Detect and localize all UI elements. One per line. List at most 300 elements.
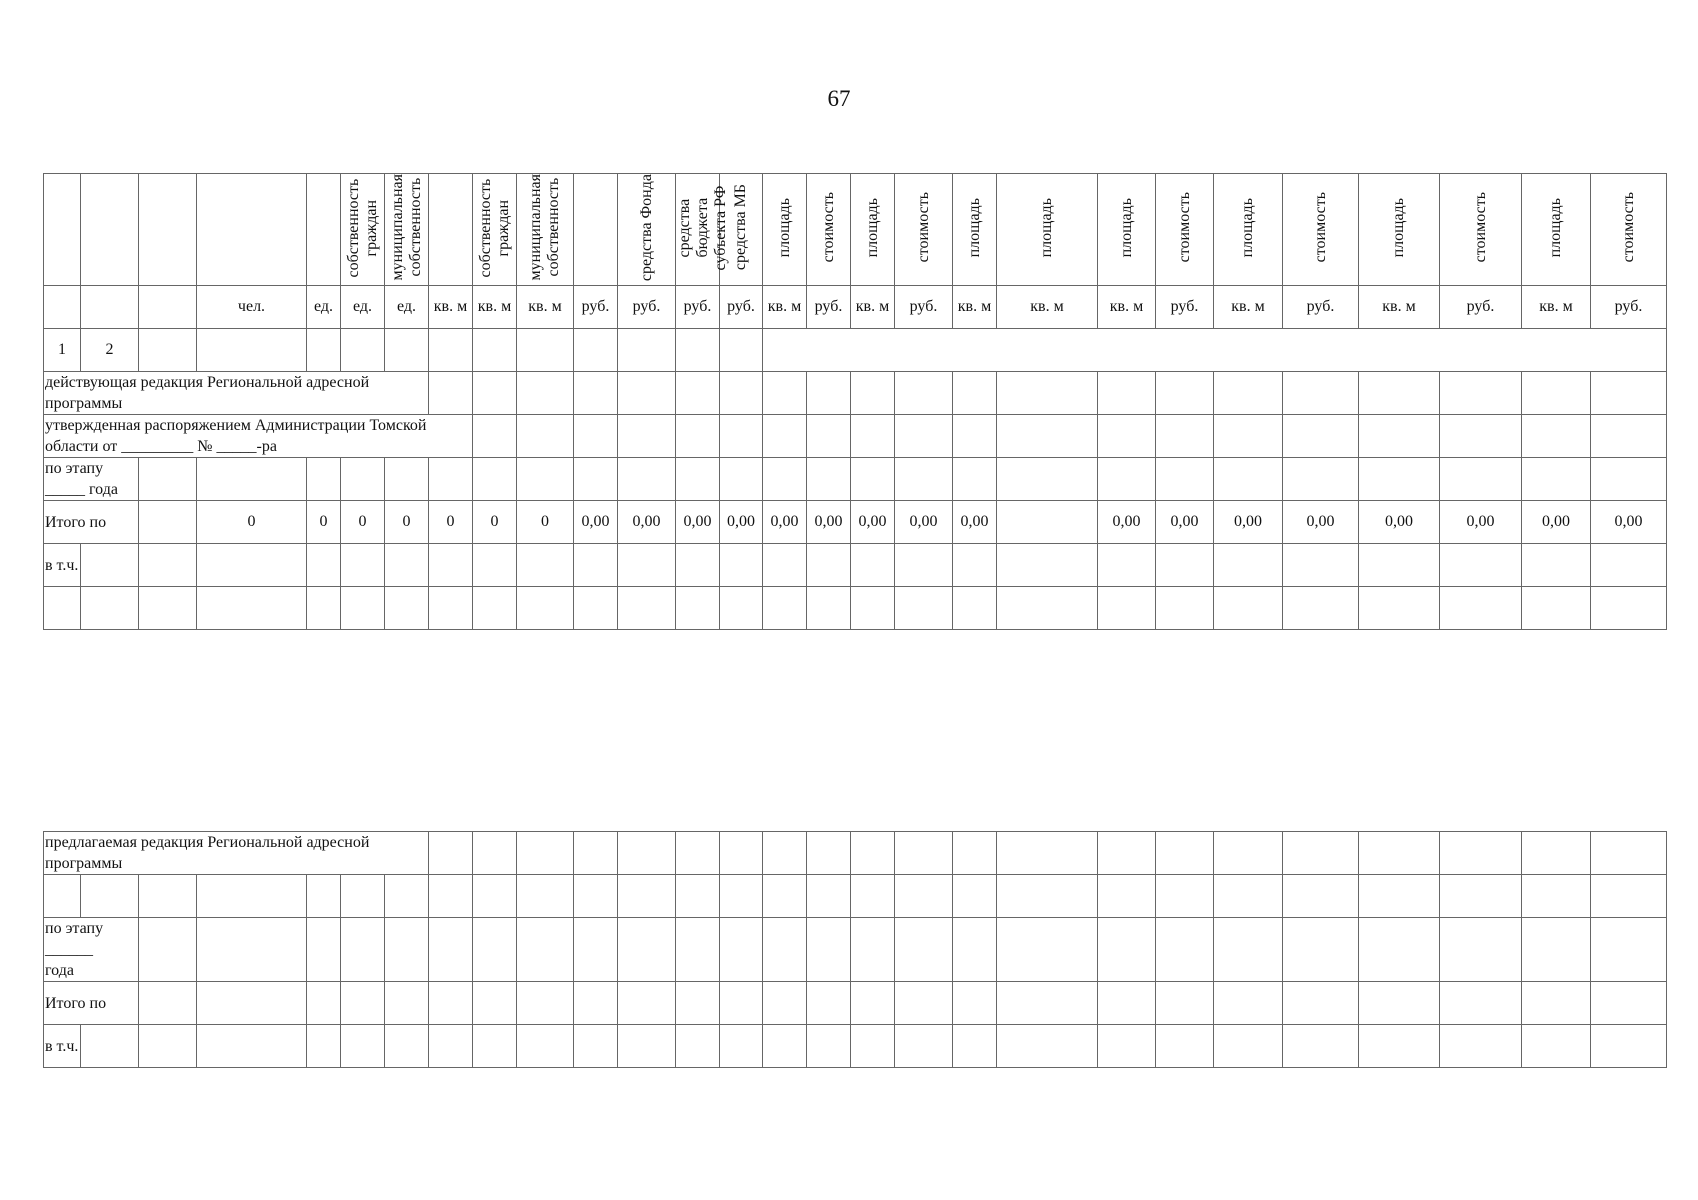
table-cell [1522, 544, 1591, 587]
table-cell [1440, 875, 1522, 918]
table-cell [1359, 415, 1440, 458]
table-cell [676, 372, 720, 415]
table-cell [997, 544, 1098, 587]
total-value: 0 [429, 501, 473, 544]
total-value: 0,00 [1214, 501, 1283, 544]
table-cell [763, 587, 807, 630]
table-cell [1440, 918, 1522, 982]
table-cell [997, 372, 1098, 415]
table-cell [1440, 372, 1522, 415]
table-cell [307, 875, 341, 918]
table-cell [1522, 918, 1591, 982]
total-value: 0,00 [895, 501, 953, 544]
table-cell [473, 875, 517, 918]
unit-cell: руб. [1440, 286, 1522, 329]
table-cell [1359, 918, 1440, 982]
table-cell [807, 1025, 851, 1068]
table-cell [763, 918, 807, 982]
table-cell [517, 544, 574, 587]
table-cell [517, 329, 574, 372]
table-cell [895, 372, 953, 415]
program-table-proposed [43, 831, 1667, 1068]
table-cell [429, 587, 473, 630]
total-value: 0,00 [1283, 501, 1359, 544]
table-cell [997, 1025, 1098, 1068]
merged-cell [763, 329, 1667, 372]
total-value: 0,00 [807, 501, 851, 544]
table-cell [1591, 832, 1667, 875]
table-cell [517, 458, 574, 501]
total-value: 0,00 [1440, 501, 1522, 544]
table-cell [1440, 982, 1522, 1025]
column-header [997, 174, 1098, 286]
unit-cell: кв. м [1359, 286, 1440, 329]
table-cell [720, 918, 763, 982]
table-cell [895, 875, 953, 918]
table-cell [895, 587, 953, 630]
table-cell [1359, 875, 1440, 918]
table-cell [81, 587, 139, 630]
table-cell [720, 875, 763, 918]
table-cell [851, 544, 895, 587]
table-cell [385, 329, 429, 372]
table-cell [1156, 372, 1214, 415]
table-cell [851, 875, 895, 918]
total-value: 0 [473, 501, 517, 544]
table-cell [807, 458, 851, 501]
table-cell [429, 1025, 473, 1068]
table-cell [953, 372, 997, 415]
table-cell [676, 1025, 720, 1068]
table-cell [81, 1025, 139, 1068]
table-cell [307, 329, 341, 372]
column-header-text: площадь [1239, 197, 1256, 257]
table-cell [429, 544, 473, 587]
table-cell [1098, 458, 1156, 501]
including-row [44, 544, 1667, 587]
table-cell [851, 982, 895, 1025]
table-cell [574, 1025, 618, 1068]
table-cell [1522, 372, 1591, 415]
column-header-text: собственность граждан [344, 177, 380, 277]
table-cell [517, 587, 574, 630]
column-number: 1 [44, 329, 81, 372]
column-header-text: площадь [863, 197, 881, 257]
table-cell [1214, 372, 1283, 415]
table-cell [997, 918, 1098, 982]
table-cell [807, 918, 851, 982]
column-header-text: собственность граждан [476, 177, 512, 277]
table-cell [720, 1025, 763, 1068]
numbering-row [44, 329, 1667, 372]
table-cell [720, 458, 763, 501]
total-value: 0,00 [763, 501, 807, 544]
table-cell [1156, 458, 1214, 501]
table-cell [473, 918, 517, 982]
table-cell [1359, 544, 1440, 587]
table-cell [1359, 1025, 1440, 1068]
including-row [44, 1025, 1667, 1068]
table-cell [997, 832, 1098, 875]
table-cell [720, 372, 763, 415]
column-header [307, 174, 341, 286]
table-cell [1283, 372, 1359, 415]
table-cell [341, 329, 385, 372]
proposed-edition-row [44, 832, 1667, 875]
table-cell [763, 982, 807, 1025]
table-cell [429, 329, 473, 372]
table-cell [385, 458, 429, 501]
column-header [473, 174, 517, 286]
table-cell [953, 458, 997, 501]
current-edition-label: действующая редакция Региональной адресной программы [44, 372, 429, 415]
stage-label-line: ______ [45, 941, 93, 958]
unit-cell [81, 286, 139, 329]
table-cell [1214, 587, 1283, 630]
unit-cell: кв. м [997, 286, 1098, 329]
column-header-text: средства бюджета субъекта РФ [676, 184, 729, 270]
table-cell [1156, 982, 1214, 1025]
table-cell [139, 1025, 197, 1068]
unit-cell: руб. [1283, 286, 1359, 329]
table-cell [953, 587, 997, 630]
table-cell [197, 329, 307, 372]
empty-row [44, 587, 1667, 630]
table-cell [139, 875, 197, 918]
stage-row [44, 918, 1667, 982]
table-cell [473, 982, 517, 1025]
table-cell [473, 832, 517, 875]
column-header-text: муниципальная собственность [388, 174, 424, 281]
unit-cell: кв. м [851, 286, 895, 329]
table-cell [517, 982, 574, 1025]
table-cell [807, 372, 851, 415]
table-cell [618, 1025, 676, 1068]
column-header [1440, 174, 1522, 286]
table-cell [341, 982, 385, 1025]
column-header [1283, 174, 1359, 286]
table-cell [385, 918, 429, 982]
table-cell [473, 372, 517, 415]
table-cell [429, 918, 473, 982]
unit-cell: кв. м [473, 286, 517, 329]
table-cell [1214, 982, 1283, 1025]
table-cell [618, 875, 676, 918]
table-cell [895, 982, 953, 1025]
table-cell [341, 1025, 385, 1068]
total-value: 0 [385, 501, 429, 544]
table-cell [807, 875, 851, 918]
table-cell [851, 918, 895, 982]
table-cell [1098, 587, 1156, 630]
table-cell [763, 544, 807, 587]
column-header-text: площадь [1117, 197, 1135, 257]
table-cell [895, 1025, 953, 1068]
table-cell [997, 982, 1098, 1025]
column-header-text: площадь [965, 197, 983, 257]
table-cell [574, 415, 618, 458]
stage-label: по этапу _____ года [44, 458, 139, 501]
table-cell [197, 587, 307, 630]
table-cell [1359, 458, 1440, 501]
table-cell [473, 458, 517, 501]
table-cell [574, 458, 618, 501]
total-value: 0,00 [1156, 501, 1214, 544]
table-cell [676, 544, 720, 587]
table-cell [618, 372, 676, 415]
table-cell [517, 875, 574, 918]
table-cell [1440, 832, 1522, 875]
table-cell [953, 415, 997, 458]
table-cell [1591, 415, 1667, 458]
table-cell [807, 415, 851, 458]
table-cell [1283, 415, 1359, 458]
including-label: в т.ч. [44, 544, 81, 587]
table-cell [676, 982, 720, 1025]
table-cell [763, 875, 807, 918]
table-cell [851, 832, 895, 875]
table-cell [517, 1025, 574, 1068]
total-row [44, 982, 1667, 1025]
table-cell [1440, 458, 1522, 501]
table-cell [307, 458, 341, 501]
table-cell [1214, 832, 1283, 875]
table-cell [1522, 1025, 1591, 1068]
column-header-text: стоимость [1619, 192, 1637, 263]
table-cell [1283, 1025, 1359, 1068]
table-cell [1156, 544, 1214, 587]
column-header [385, 174, 429, 286]
table-cell [895, 458, 953, 501]
column-header [676, 174, 729, 286]
table-cell [139, 544, 197, 587]
column-header-text: площадь [1038, 197, 1055, 257]
table-cell [1522, 415, 1591, 458]
table-cell [997, 458, 1098, 501]
table-cell [1214, 544, 1283, 587]
table-cell [429, 875, 473, 918]
table-cell [1440, 415, 1522, 458]
table-cell [385, 544, 429, 587]
table-cell [720, 982, 763, 1025]
table-cell [763, 372, 807, 415]
unit-cell: руб. [895, 286, 953, 329]
table-cell [385, 982, 429, 1025]
table-cell [763, 415, 807, 458]
table-cell [676, 918, 720, 982]
unit-cell: кв. м [1098, 286, 1156, 329]
table-cell [807, 832, 851, 875]
table-cell [720, 415, 763, 458]
total-value: 0,00 [676, 501, 720, 544]
table-cell [44, 587, 81, 630]
table-cell [307, 544, 341, 587]
table-cell [1283, 982, 1359, 1025]
table-cell [1098, 544, 1156, 587]
page-number: 67 [827, 86, 851, 111]
column-header [895, 174, 953, 286]
column-header [1098, 174, 1156, 286]
table-cell [307, 1025, 341, 1068]
table-cell [807, 982, 851, 1025]
table-cell [197, 918, 307, 982]
column-header-text: площадь [775, 197, 793, 257]
approved-label: утвержденная распоряжением Администрации Томской области от _________ № _____-ра [44, 415, 473, 458]
table-cell [197, 544, 307, 587]
table-cell [1283, 587, 1359, 630]
column-header-text: стоимость [819, 192, 837, 263]
table-cell [473, 1025, 517, 1068]
table-cell [953, 982, 997, 1025]
table-cell [807, 544, 851, 587]
table-cell [953, 832, 997, 875]
table-cell [1359, 832, 1440, 875]
table-cell [574, 918, 618, 982]
table-cell [1098, 918, 1156, 982]
table-cell [851, 372, 895, 415]
table-cell [851, 1025, 895, 1068]
table-cell [618, 544, 676, 587]
total-label: Итого по [44, 501, 139, 544]
table-cell [1359, 587, 1440, 630]
column-header [139, 174, 197, 286]
table-cell [1591, 372, 1667, 415]
unit-cell: руб. [618, 286, 676, 329]
table-cell [574, 372, 618, 415]
column-header [429, 174, 473, 286]
empty-row [44, 875, 1667, 918]
table-cell [895, 832, 953, 875]
total-value: 0,00 [851, 501, 895, 544]
table-cell [81, 875, 139, 918]
header-row [44, 174, 1667, 286]
table-cell [473, 329, 517, 372]
unit-cell: ед. [341, 286, 385, 329]
table-cell [429, 372, 473, 415]
table-cell [197, 458, 307, 501]
table-cell [618, 458, 676, 501]
units-row [44, 286, 1667, 329]
table-cell [1214, 1025, 1283, 1068]
total-value: 0,00 [953, 501, 997, 544]
table-cell [1156, 415, 1214, 458]
total-value: 0,00 [1591, 501, 1667, 544]
total-value: 0,00 [1359, 501, 1440, 544]
proposed-edition-label: предлагаемая редакция Региональной адресной программы [44, 832, 429, 875]
table-cell [139, 458, 197, 501]
column-header [1214, 174, 1283, 286]
table-cell [429, 982, 473, 1025]
column-header-text: средства МБ [732, 184, 749, 271]
table-cell [1156, 875, 1214, 918]
total-value: 0 [307, 501, 341, 544]
table-cell [517, 918, 574, 982]
column-header [953, 174, 997, 286]
table-cell [517, 372, 574, 415]
total-row [44, 501, 1667, 544]
table-cell [385, 875, 429, 918]
table-cell [676, 458, 720, 501]
table-cell [341, 458, 385, 501]
column-header-text: стоимость [1471, 192, 1489, 263]
table-cell [763, 458, 807, 501]
table-cell [618, 587, 676, 630]
column-header-text: средства Фонда [637, 173, 655, 281]
unit-cell: руб. [807, 286, 851, 329]
column-header [851, 174, 895, 286]
table-cell [851, 415, 895, 458]
total-value: 0 [341, 501, 385, 544]
table-cell [1440, 1025, 1522, 1068]
table-cell [676, 329, 720, 372]
table-cell [1156, 587, 1214, 630]
table-cell [1214, 875, 1283, 918]
table-cell [1098, 1025, 1156, 1068]
unit-cell: руб. [1591, 286, 1667, 329]
unit-cell [44, 286, 81, 329]
stage-label-line: по этапу [45, 920, 104, 937]
table-cell [807, 587, 851, 630]
including-label: в т.ч. [44, 1025, 81, 1068]
table-cell [618, 415, 676, 458]
table-cell [341, 875, 385, 918]
table-cell [1591, 918, 1667, 982]
table-cell [1591, 587, 1667, 630]
table-cell [1591, 875, 1667, 918]
column-header [341, 174, 385, 286]
table-cell [953, 1025, 997, 1068]
table-cell [574, 875, 618, 918]
table-cell [44, 875, 81, 918]
table-cell [574, 329, 618, 372]
table-cell [1098, 875, 1156, 918]
column-header [618, 174, 676, 286]
table-cell [1283, 875, 1359, 918]
table-cell [676, 415, 720, 458]
column-number: 2 [81, 329, 139, 372]
table-cell [1214, 415, 1283, 458]
table-cell [618, 918, 676, 982]
table-cell [1591, 544, 1667, 587]
table-cell [1156, 832, 1214, 875]
current-edition-row [44, 372, 1667, 415]
table-cell [720, 544, 763, 587]
table-cell [851, 458, 895, 501]
table-cell [1522, 982, 1591, 1025]
table-cell [139, 982, 197, 1025]
total-value: 0,00 [618, 501, 676, 544]
column-header [1591, 174, 1667, 286]
table-cell [1522, 832, 1591, 875]
table-cell [429, 458, 473, 501]
table-cell [517, 832, 574, 875]
table-cell [1156, 1025, 1214, 1068]
column-header [574, 174, 618, 286]
column-header-text: муниципальная собственность [527, 174, 562, 281]
column-header-text: стоимость [1311, 192, 1329, 263]
table-cell [341, 587, 385, 630]
total-value [997, 501, 1098, 544]
unit-cell: руб. [574, 286, 618, 329]
unit-cell: кв. м [953, 286, 997, 329]
stage-label-line: года [45, 962, 74, 979]
table-cell [895, 918, 953, 982]
table-cell [1098, 982, 1156, 1025]
column-header-text: стоимость [1175, 192, 1193, 263]
total-value: 0,00 [1522, 501, 1591, 544]
table-cell [574, 587, 618, 630]
table-cell [720, 832, 763, 875]
